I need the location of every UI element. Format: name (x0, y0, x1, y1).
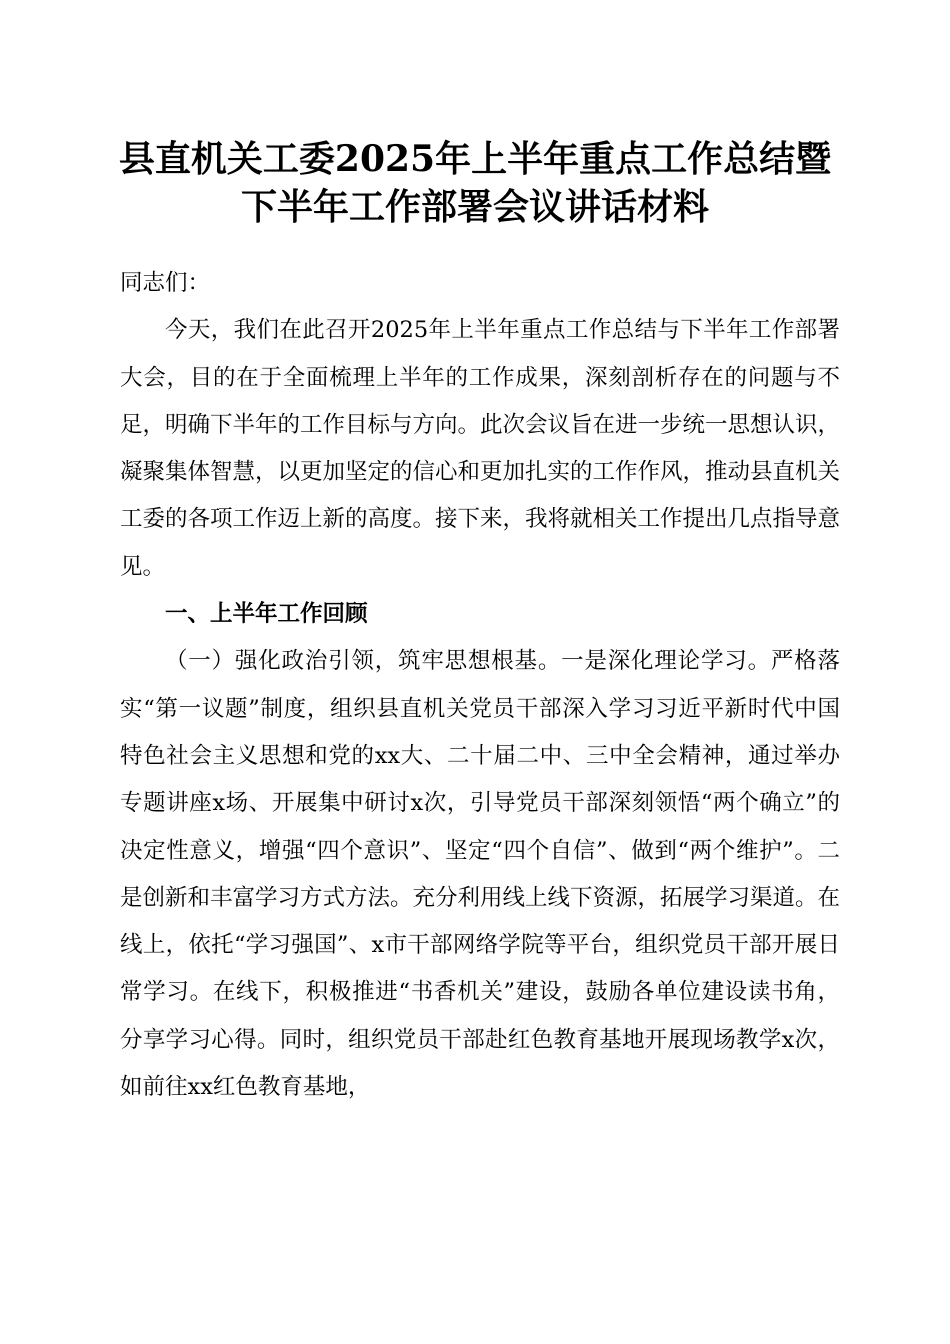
section-paragraph: （一）强化政治引领，筑牢思想根基。一是深化理论学习。严格落实“第一议题”制度，组织县直机关党员干部深入学习习近平新时代中国特色社会主义思想和党的xx大、二十届二中、三中全会精神，通过举办专题讲座x场、开展集中研讨x次，引导党员干部深刻领悟“两个确立”的决定性意义，增强“四个意识”、坚定“四个自信”、做到“两个维护”。二是创新和丰富学习方式方法。充分利用线上线下资源，拓展学习渠道。在线上，依托“学习强国”、x市干部网络学院等平台，组织党员干部开展日常学习。在线下，积极推进“书香机关”建设，鼓励各单位建设读书角，分享学习心得。同时，组织党员干部赴红色教育基地开展现场教学x次，如前往xx红色教育基地， (120, 648, 841, 1101)
intro-paragraph: 今天，我们在此召开2025年上半年重点工作总结与下半年工作部署大会，目的在于全面梳理上半年的工作成果，深刻剖析存在的问题与不足，明确下半年的工作目标与方向。此次会议旨在进一步统一思想认识，凝聚集体智慧，以更加坚定的信心和更加扎实的工作作风，推动县直机关工委的各项工作迈上新的高度。接下来，我将就相关工作提出几点指导意见。 (120, 317, 841, 580)
document-title-line-2: 下半年工作部署会议讲话材料 (240, 186, 709, 228)
section-heading: 一、上半年工作回顾 (165, 601, 368, 628)
greeting: 同志们： (120, 270, 211, 296)
document-body (120, 260, 840, 1111)
document-title-line-1: 县直机关工委2025年上半年重点工作总结暨 (118, 138, 832, 180)
